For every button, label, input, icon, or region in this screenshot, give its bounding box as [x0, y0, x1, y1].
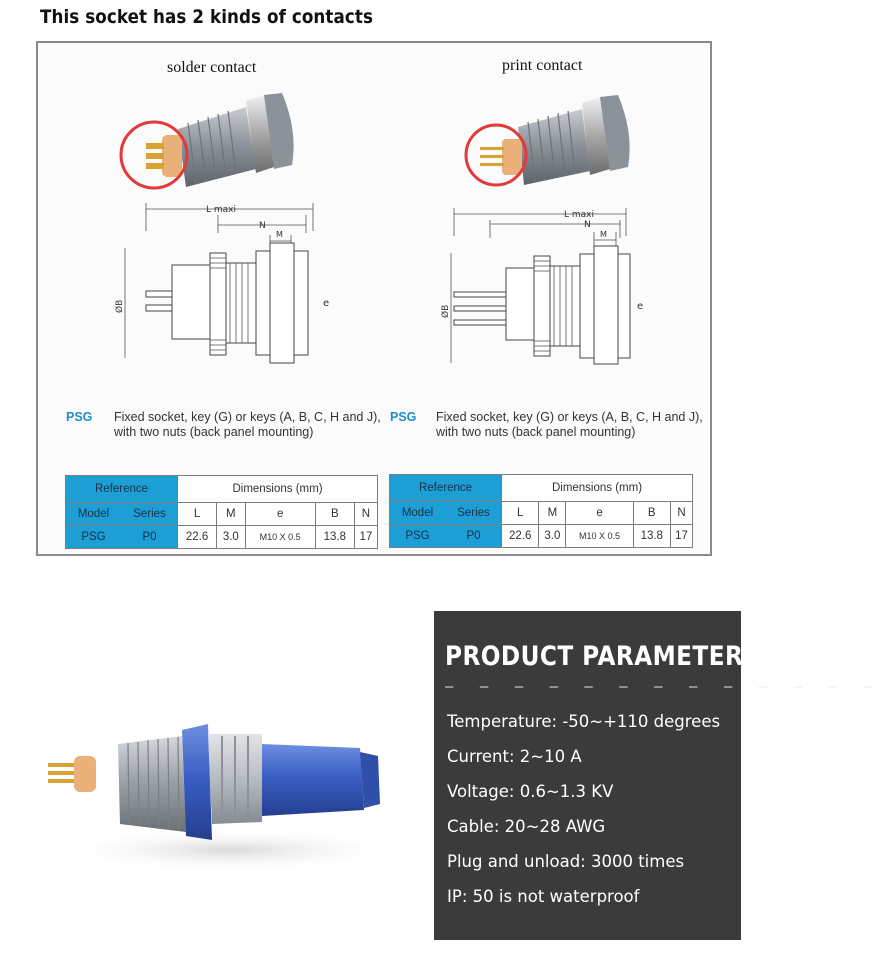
reference-header: Reference	[390, 475, 502, 502]
cell-model: PSG	[66, 526, 122, 549]
svg-text:ØB: ØB	[441, 304, 451, 318]
print-contact-caption: print contact	[502, 57, 583, 74]
headline: This socket has 2 kinds of contacts	[40, 6, 373, 28]
svg-text:N: N	[259, 221, 266, 231]
model-code: PSG	[390, 410, 417, 424]
col-m: M	[539, 502, 566, 525]
solder-contact-photo	[106, 91, 306, 201]
cell-m: 3.0	[539, 525, 566, 548]
col-e: e	[245, 503, 315, 526]
svg-text:e: e	[637, 301, 644, 312]
drawing-panel	[36, 41, 712, 556]
params-divider: – – – – – – – – – – – – –	[445, 679, 881, 695]
param-cable: Cable: 20~28 AWG	[447, 817, 606, 836]
reference-header: Reference	[66, 476, 178, 503]
param-plug-unload: Plug and unload: 3000 times	[447, 852, 685, 871]
col-l: L	[502, 502, 539, 525]
description-text: Fixed socket, key (G) or keys (A, B, C, H and J), with two nuts (back panel mounting)	[114, 410, 381, 439]
col-n: N	[670, 502, 692, 525]
param-ip: IP: 50 is not waterproof	[447, 887, 640, 906]
svg-text:L maxi: L maxi	[564, 210, 594, 220]
print-contact-photo	[440, 91, 640, 201]
col-b: B	[633, 502, 670, 525]
cell-b: 13.8	[633, 525, 670, 548]
svg-text:ØB: ØB	[115, 299, 125, 313]
col-l: L	[178, 503, 217, 526]
cell-e: M10 X 0.5	[245, 526, 315, 549]
cell-e: M10 X 0.5	[566, 525, 633, 548]
product-parameters-panel	[434, 611, 881, 940]
param-current: Current: 2~10 A	[447, 747, 582, 766]
description-text: Fixed socket, key (G) or keys (A, B, C, H and J), with two nuts (back panel mounting)	[436, 410, 703, 439]
cell-b: 13.8	[315, 526, 354, 549]
param-voltage: Voltage: 0.6~1.3 KV	[447, 782, 614, 801]
dimensions-header: Dimensions (mm)	[178, 476, 378, 503]
cell-m: 3.0	[217, 526, 245, 549]
svg-text:M: M	[600, 230, 607, 239]
spec-table-left	[65, 475, 378, 549]
left-description	[66, 410, 396, 444]
col-e: e	[566, 502, 633, 525]
col-b: B	[315, 503, 354, 526]
svg-text:e: e	[323, 298, 330, 309]
solder-contact-caption: solder contact	[167, 59, 257, 76]
right-description	[390, 410, 710, 444]
cell-l: 22.6	[178, 526, 217, 549]
col-n: N	[354, 503, 377, 526]
svg-text:L maxi: L maxi	[206, 205, 236, 215]
svg-text:M: M	[276, 230, 283, 239]
col-series: Series	[122, 503, 178, 526]
print-contact-drawing	[434, 208, 664, 388]
col-model: Model	[390, 502, 446, 525]
spec-table-right	[389, 474, 693, 548]
svg-text:N: N	[584, 220, 591, 230]
col-model: Model	[66, 503, 122, 526]
col-m: M	[217, 503, 245, 526]
param-temperature: Temperature: -50~+110 degrees	[447, 712, 721, 731]
cell-n: 17	[354, 526, 377, 549]
params-title: PRODUCT PARAMETERS	[445, 641, 761, 672]
solder-contact-drawing	[108, 203, 338, 383]
cell-l: 22.6	[502, 525, 539, 548]
cell-model: PSG	[390, 525, 446, 548]
connector-photo	[30, 700, 410, 890]
col-series: Series	[446, 502, 502, 525]
cell-series: P0	[122, 526, 178, 549]
dimensions-header: Dimensions (mm)	[502, 475, 693, 502]
cell-n: 17	[670, 525, 692, 548]
model-code: PSG	[66, 410, 93, 424]
cell-series: P0	[446, 525, 502, 548]
